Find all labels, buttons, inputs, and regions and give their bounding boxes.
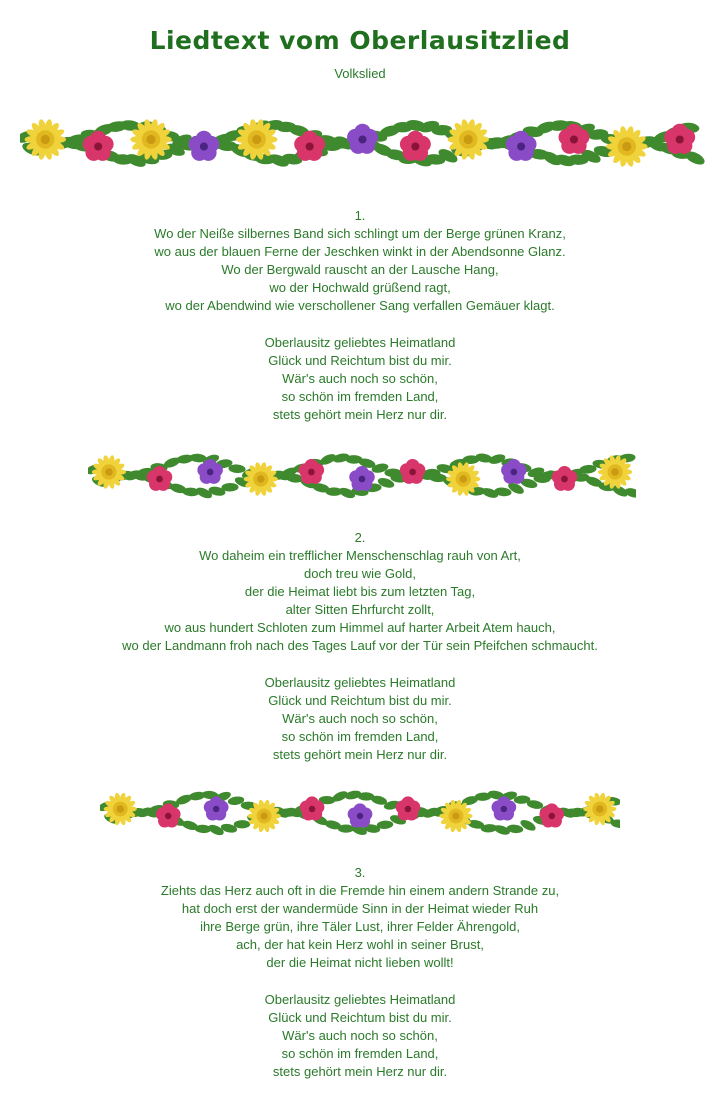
verse-number: 3. — [354, 865, 366, 880]
verse-3 — [0, 864, 720, 1081]
verse-line: der die Heimat nicht lieben wollt! — [266, 955, 454, 970]
verse-1 — [0, 207, 720, 424]
verse-line: wo aus hundert Schloten zum Himmel auf harter Arbeit Atem hauch, — [164, 620, 556, 635]
chorus-line: Wär's auch noch so schön, — [282, 711, 438, 726]
verse-number: 1. — [354, 208, 366, 223]
chorus-line: Glück und Reichtum bist du mir. — [268, 353, 452, 368]
verse-line: wo der Hochwald grüßend ragt, — [269, 280, 451, 295]
verse-line: Wo der Neiße silbernes Band sich schlingt um der Berge grünen Kranz, — [154, 226, 566, 241]
verse-line: Wo der Bergwald rauscht an der Lausche Hang, — [221, 262, 499, 277]
flower-garland-2 — [88, 440, 636, 510]
verse-line: ihre Berge grün, ihre Täler Lust, ihrer Felder Ährengold, — [200, 919, 520, 934]
verse-line: Ziehts das Herz auch oft in die Fremde hin einem andern Strande zu, — [160, 883, 560, 898]
chorus-line: Wär's auch noch so schön, — [282, 1028, 438, 1043]
verse-line: der die Heimat liebt bis zum letzten Tag, — [244, 584, 476, 599]
page-subtitle: Volkslied — [334, 66, 386, 81]
chorus-line: so schön im fremden Land, — [281, 729, 439, 744]
verse-line: Wo daheim ein trefflicher Menschenschlag rauh von Art, — [199, 548, 521, 563]
chorus-line: Glück und Reichtum bist du mir. — [268, 1010, 452, 1025]
page-title: Liedtext vom Oberlausitzlied — [149, 26, 571, 55]
chorus-line: so schön im fremden Land, — [281, 1046, 439, 1061]
verse-line: wo der Landmann froh nach des Tages Lauf vor der Tür sein Pfeifchen schmaucht. — [122, 638, 598, 653]
verse-number: 2. — [354, 530, 366, 545]
verse-line: doch treu wie Gold, — [303, 566, 416, 581]
chorus-line: Oberlausitz geliebtes Heimatland — [264, 675, 456, 690]
chorus-line: Oberlausitz geliebtes Heimatland — [264, 992, 456, 1007]
chorus-line: stets gehört mein Herz nur dir. — [272, 407, 448, 422]
verse-line: wo der Abendwind wie verschollener Sang verfallen Gemäuer klagt. — [165, 298, 555, 313]
chorus-line: stets gehört mein Herz nur dir. — [272, 747, 448, 762]
verse-line: hat doch erst der wandermüde Sinn in der Heimat wieder Ruh — [181, 901, 539, 916]
verse-line: alter Sitten Ehrfurcht zollt, — [285, 602, 435, 617]
chorus-line: Wär's auch noch so schön, — [282, 371, 438, 386]
verse-line: ach, der hat kein Herz wohl in seiner Brust, — [236, 937, 484, 952]
verse-line: wo aus der blauen Ferne der Jeschken winkt in der Abendsonne Glanz. — [154, 244, 566, 259]
chorus-line: Oberlausitz geliebtes Heimatland — [264, 335, 456, 350]
flower-garland-1 — [20, 95, 705, 190]
flower-garland-3 — [100, 778, 620, 846]
chorus-line: stets gehört mein Herz nur dir. — [272, 1064, 448, 1079]
chorus-line: Glück und Reichtum bist du mir. — [268, 693, 452, 708]
chorus-line: so schön im fremden Land, — [281, 389, 439, 404]
verse-2 — [0, 529, 720, 764]
